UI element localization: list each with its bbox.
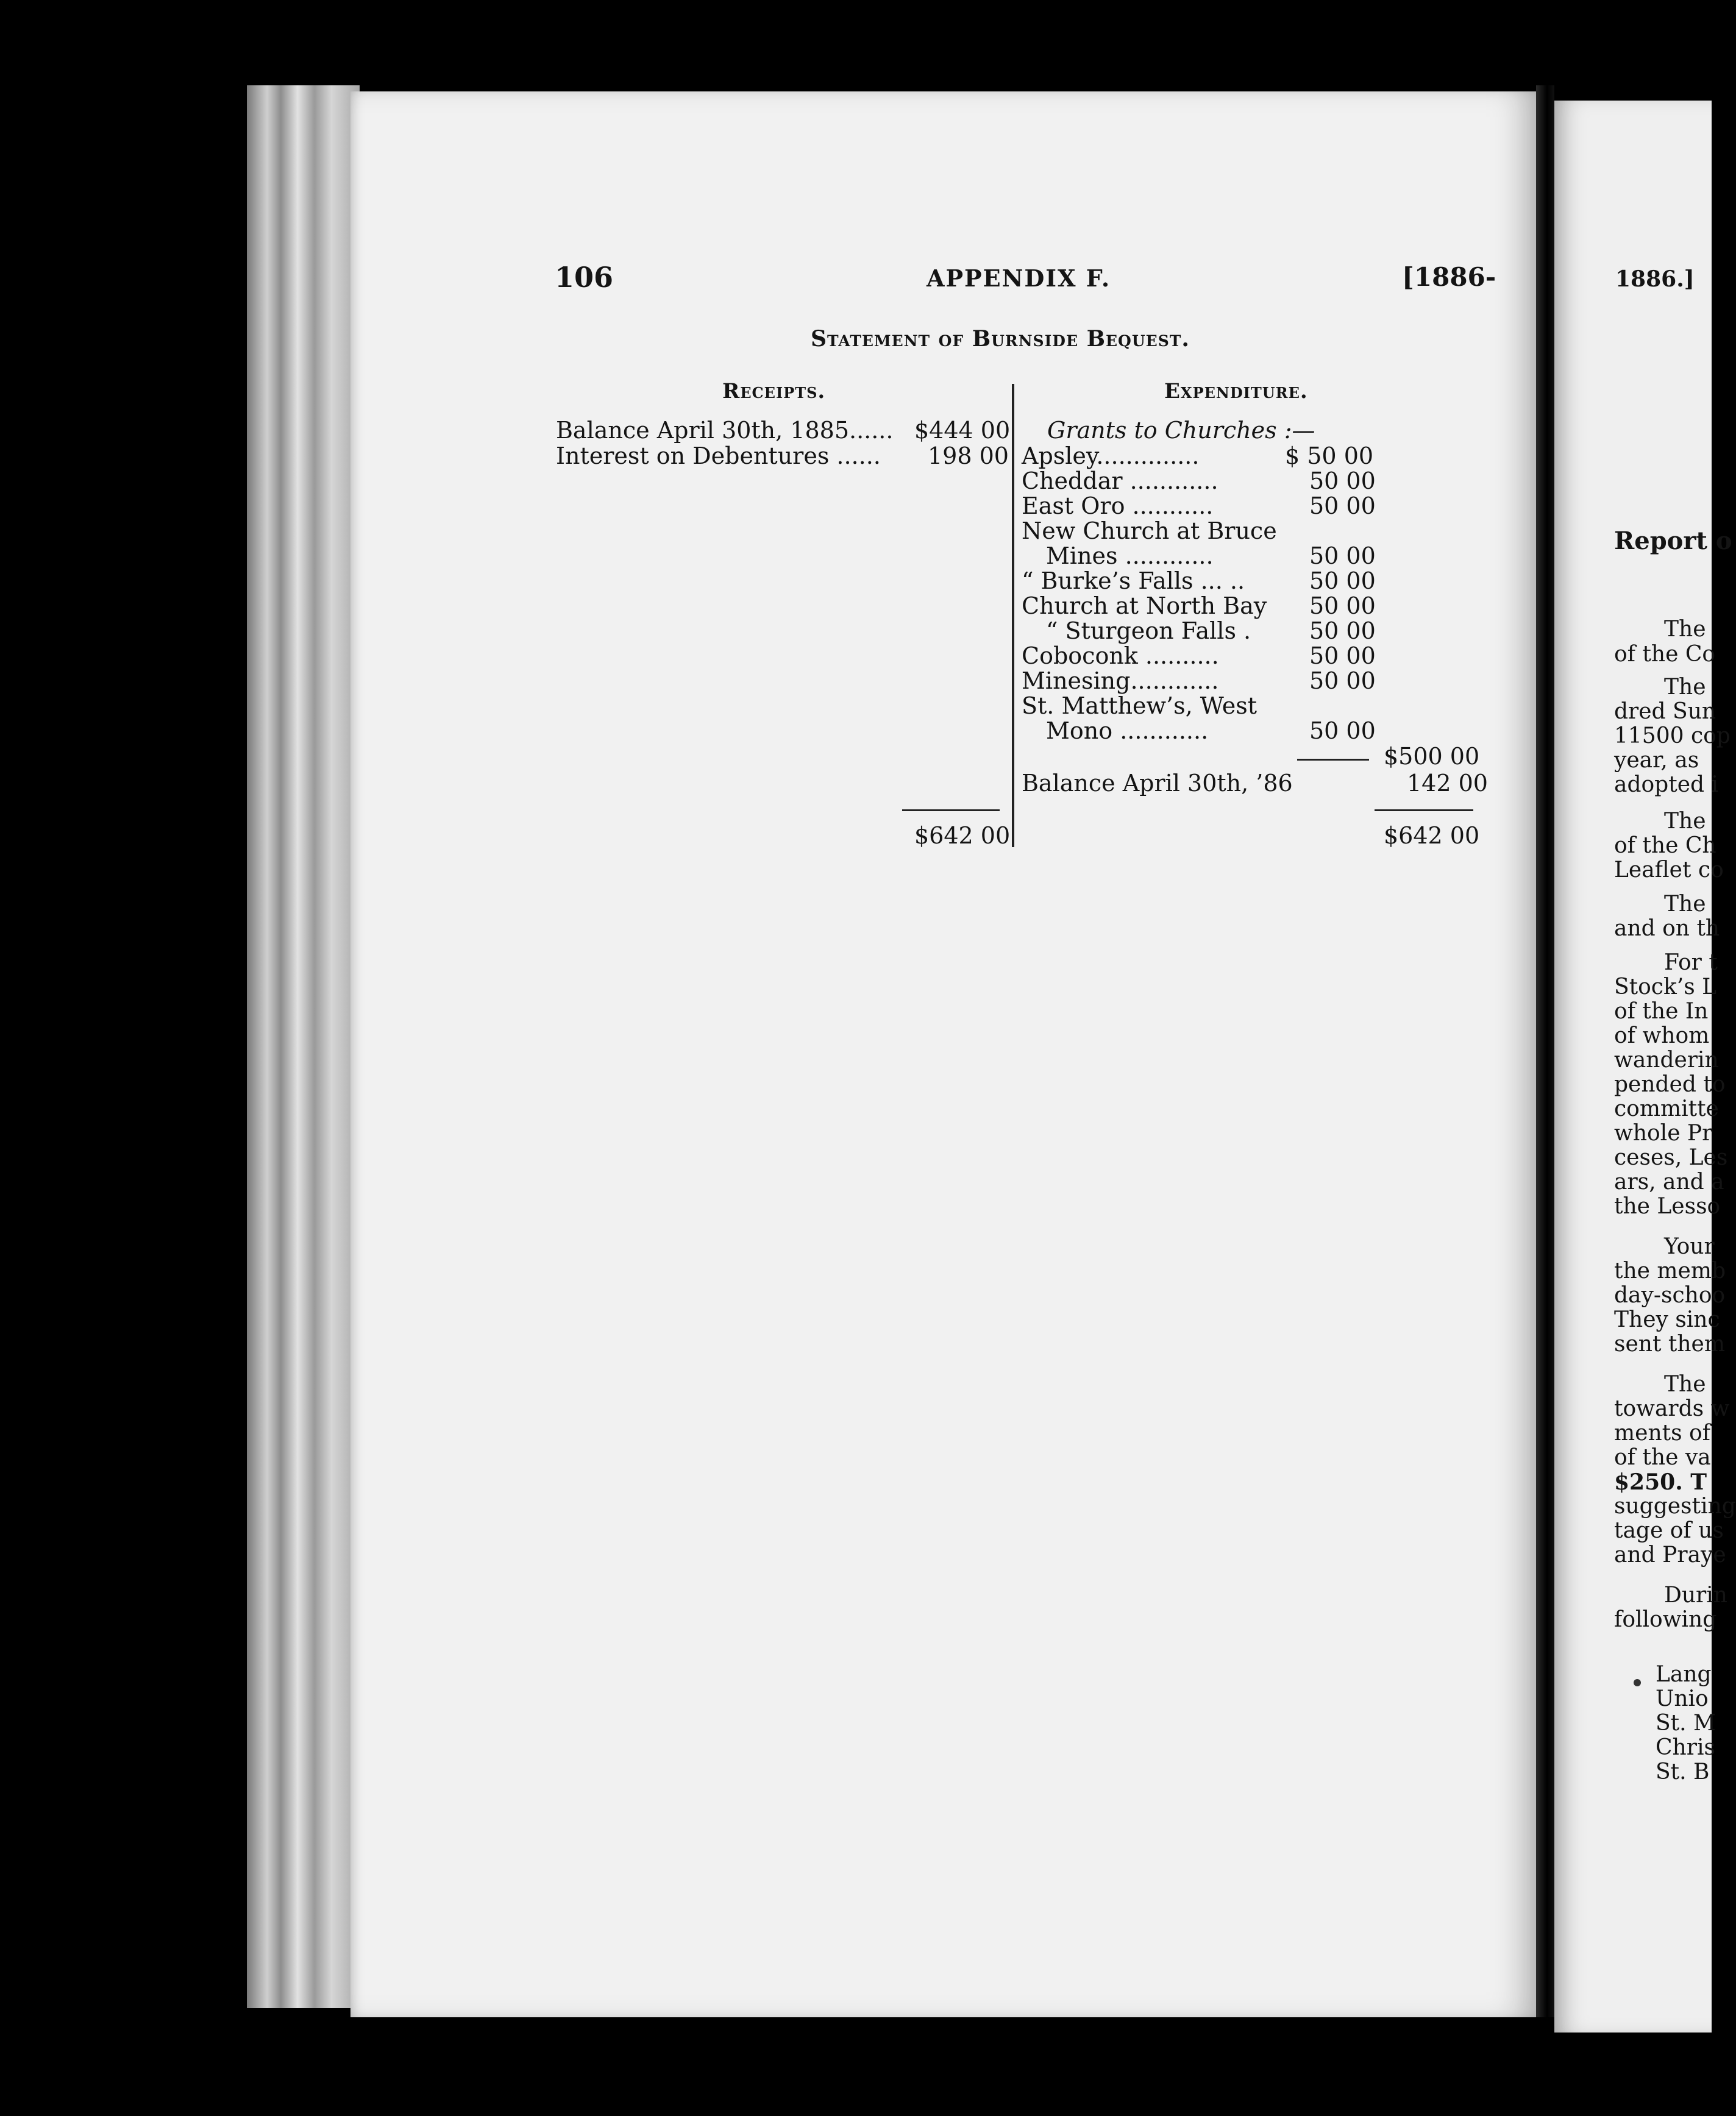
expenditure-label: Apsley.............. <box>1022 442 1200 469</box>
expenditure-subheading: Grants to Churches :— <box>1047 417 1315 444</box>
right-text-line: of the Ch <box>1614 833 1716 858</box>
right-list-item: St. M <box>1656 1711 1716 1736</box>
right-page-year: 1886.] <box>1615 266 1695 292</box>
expenditure-amount: 50 00 <box>1309 617 1376 644</box>
right-text-line: pended to <box>1614 1072 1726 1097</box>
expenditure-total-rule <box>1375 809 1473 811</box>
expenditure-total: $642 00 <box>1384 822 1480 849</box>
expenditure-label: Minesing............ <box>1022 667 1219 694</box>
expenditure-label: “ Burke’s Falls ... .. <box>1022 567 1245 594</box>
expenditure-subtotal: $500 00 <box>1384 743 1480 770</box>
right-text-line: and on th <box>1614 916 1720 941</box>
right-text-line: of the Co <box>1614 642 1716 667</box>
right-text-line: Leaflet co <box>1614 857 1724 882</box>
right-text-line: and Praye <box>1614 1543 1726 1567</box>
right-text-line: year, as <box>1614 748 1699 773</box>
right-text-line: ments of <box>1614 1421 1711 1446</box>
expenditure-amount: $ 50 00 <box>1285 442 1374 469</box>
right-page-heading: Report o <box>1614 527 1732 555</box>
right-text-line: committe <box>1614 1096 1719 1121</box>
right-text-line: The <box>1664 809 1706 834</box>
expenditure-label: Mines ............ <box>1046 542 1214 569</box>
right-text-line: of the va <box>1614 1445 1711 1470</box>
page-number: 106 <box>555 261 614 294</box>
right-text-line: of whom <box>1614 1023 1710 1048</box>
right-text-line: wanderin <box>1614 1048 1719 1073</box>
right-text-line: the Lesso <box>1614 1194 1721 1219</box>
receipt-label: Interest on Debentures ...... <box>556 442 881 469</box>
expenditure-subtotal-rule <box>1297 759 1369 761</box>
expenditure-label: Mono ............ <box>1046 717 1209 744</box>
expenditure-label: Coboconk .......... <box>1022 642 1219 669</box>
expenditure-label: East Oro ........... <box>1022 492 1214 519</box>
expenditure-amount: 50 00 <box>1309 567 1376 594</box>
expenditure-amount: 50 00 <box>1309 717 1376 744</box>
receipt-amount: $444 00 <box>914 417 1011 444</box>
right-list-item: St. B <box>1656 1759 1710 1784</box>
expenditure-label: Church at North Bay <box>1022 592 1267 619</box>
right-text-line: Your <box>1664 1234 1715 1259</box>
right-text-line: whole Pr <box>1614 1121 1713 1146</box>
expenditure-amount: 50 00 <box>1309 467 1376 494</box>
right-text-line: suggesting <box>1614 1494 1736 1519</box>
receipts-heading: Receipts. <box>722 379 826 403</box>
right-list-item: Unio <box>1656 1686 1709 1711</box>
header-year: [1886- <box>1402 262 1496 292</box>
right-text-line: ars, and a <box>1614 1170 1724 1195</box>
right-text-line: The <box>1664 1372 1706 1397</box>
receipts-total-rule <box>902 809 1000 811</box>
column-divider <box>1012 384 1014 847</box>
right-text-line: sent them <box>1614 1332 1725 1357</box>
receipt-amount: 198 00 <box>928 442 1009 469</box>
right-text-line: the memb <box>1614 1259 1726 1283</box>
receipts-total: $642 00 <box>914 822 1011 849</box>
right-list-item: Chris <box>1656 1735 1715 1760</box>
right-text-line: day-schoo <box>1614 1283 1726 1308</box>
right-text-line: They sinc <box>1614 1307 1720 1332</box>
receipt-label: Balance April 30th, 1885...... <box>556 417 894 444</box>
bullet-icon <box>1634 1679 1641 1686</box>
expenditure-label: St. Matthew’s, West <box>1022 692 1258 719</box>
right-text-line: Durin <box>1664 1583 1727 1608</box>
expenditure-amount: 50 00 <box>1309 667 1376 694</box>
expenditure-heading: Expenditure. <box>1164 379 1308 403</box>
right-text-line: tage of us <box>1614 1518 1724 1543</box>
right-text-line: The <box>1664 675 1706 700</box>
expenditure-label: New Church at Bruce <box>1022 517 1277 544</box>
right-text-line: The <box>1664 617 1706 642</box>
statement-title: Statement of Burnside Bequest. <box>811 326 1190 352</box>
expenditure-label: “ Sturgeon Falls . <box>1046 617 1251 644</box>
right-text-line: The <box>1664 892 1706 917</box>
right-text-line: For t <box>1664 950 1718 975</box>
expenditure-amount: 50 00 <box>1309 492 1376 519</box>
expenditure-amount: 50 00 <box>1309 592 1376 619</box>
book-page-edges <box>247 85 360 2008</box>
right-text-line: of the In <box>1614 999 1709 1024</box>
right-text-line: Stock’s L <box>1614 975 1717 999</box>
page-title: APPENDIX F. <box>927 264 1111 292</box>
right-text-line: ceses, Les <box>1614 1145 1728 1170</box>
expenditure-label: Cheddar ............ <box>1022 467 1218 494</box>
book-gutter <box>1536 85 1554 2017</box>
right-text-line: dred Sun <box>1614 699 1716 724</box>
left-page <box>350 91 1536 2017</box>
expenditure-balance-amount: 142 00 <box>1407 770 1488 797</box>
right-text-line: adopted i <box>1614 772 1718 797</box>
right-text-line: $250. T <box>1614 1469 1707 1495</box>
right-text-line: 11500 cop <box>1614 723 1731 748</box>
right-text-line: towards w <box>1614 1396 1730 1421</box>
expenditure-balance-label: Balance April 30th, ’86 <box>1022 770 1293 797</box>
expenditure-amount: 50 00 <box>1309 542 1376 569</box>
right-list-item: Lang <box>1656 1662 1712 1687</box>
right-text-line: following <box>1614 1607 1717 1632</box>
expenditure-amount: 50 00 <box>1309 642 1376 669</box>
